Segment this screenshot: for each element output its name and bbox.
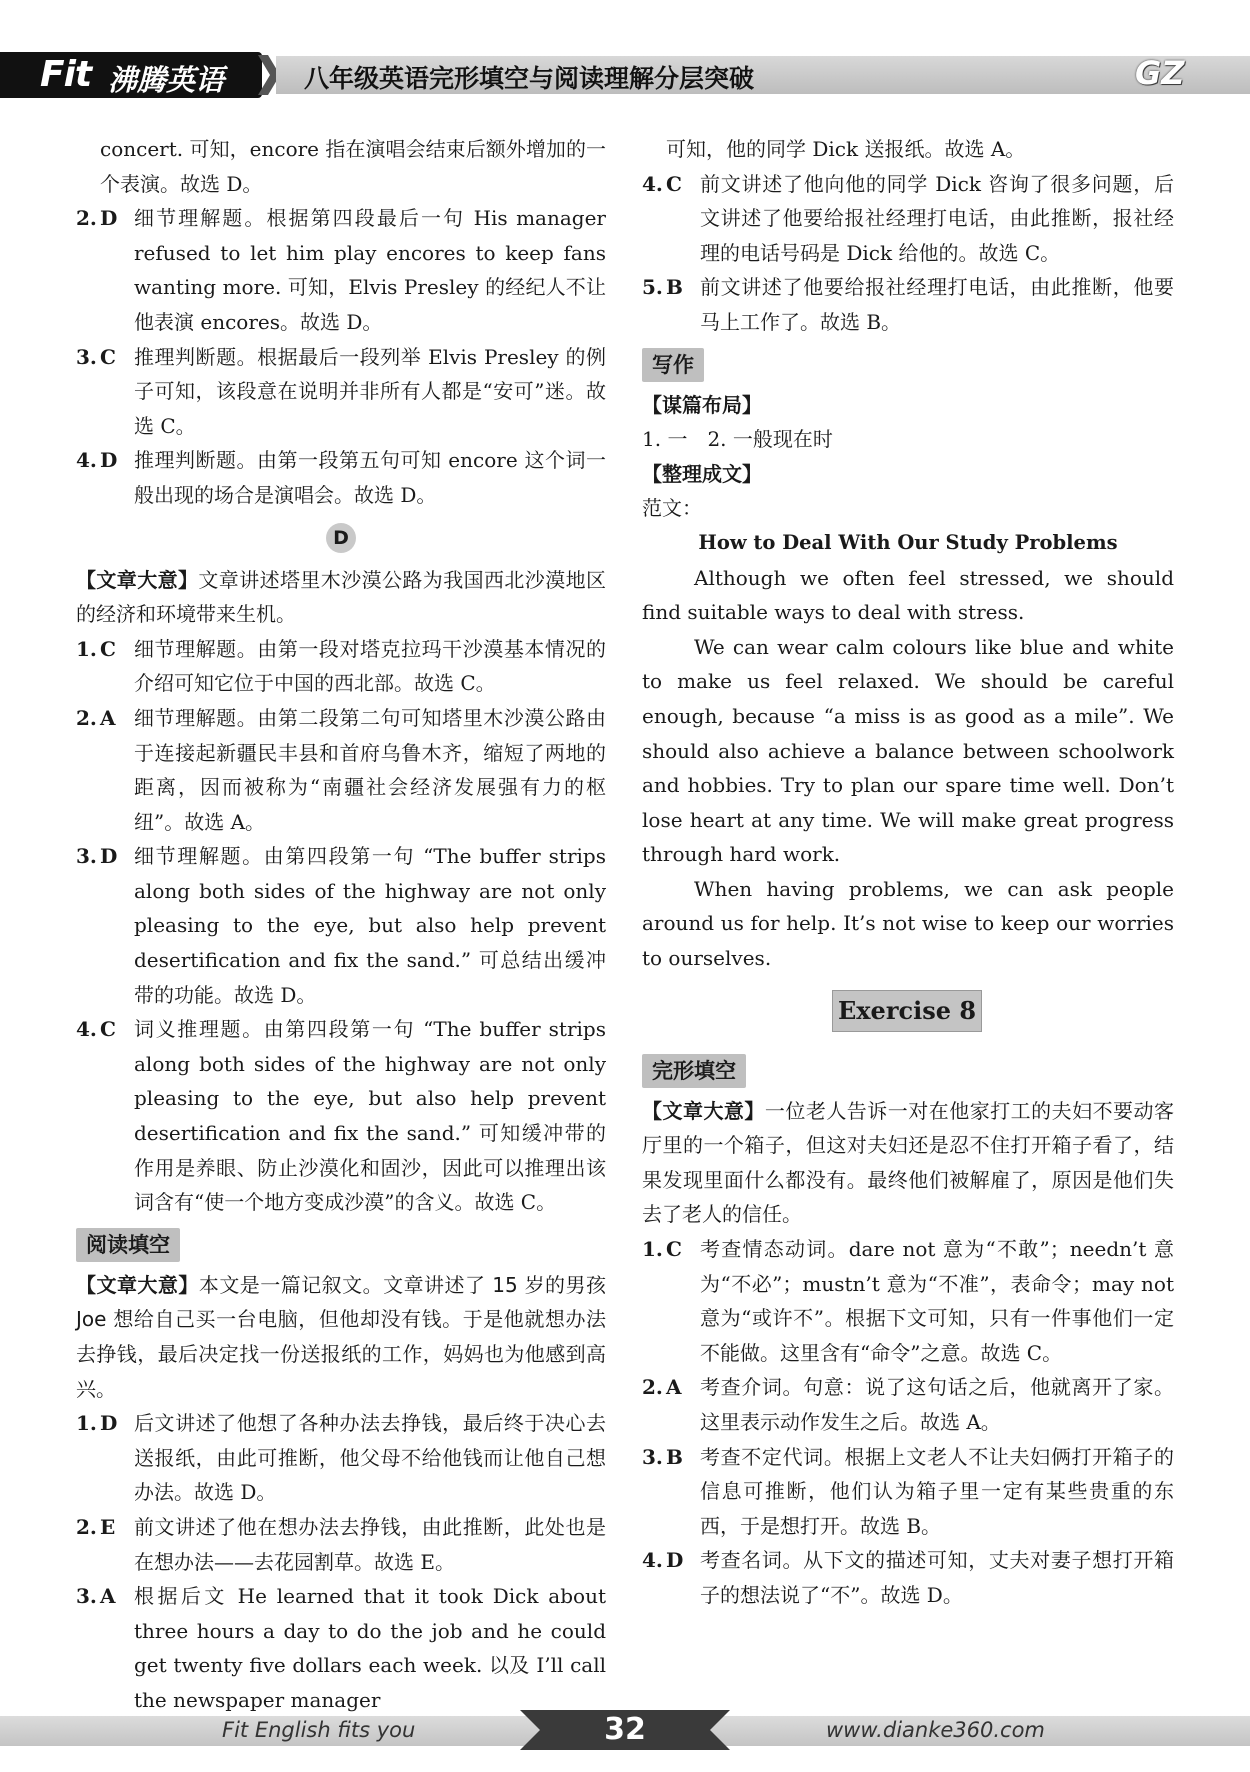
answer-item (642, 1232, 1174, 1370)
essay-title: How to Deal With Our Study Problems (698, 530, 1118, 554)
passage-summary (76, 1268, 606, 1406)
item-number: 3. (76, 344, 97, 369)
answer-item (76, 632, 606, 701)
answer-item (642, 270, 1174, 339)
summary-text: 本文是一篇记叙文。文章讲述了 15 岁的男孩 Joe 想给自己买一台电脑，但他却没有钱。于是他就想办法去挣钱，最后决定找一份送报纸的工作，妈妈也为他感到高兴。 (76, 1272, 606, 1401)
page-number: 32 (604, 1712, 646, 1747)
item-number: 3. (76, 844, 97, 869)
item-explanation: 前文讲述了他要给报社经理打电话，由此推断，他要马上工作了。故选 B。 (700, 275, 1174, 334)
item-explanation: 推理判断题。根据最后一段列举 Elvis Presley 的例子可知，该段意在说明并非所有人都是“安可”迷。故选 C。 (134, 344, 606, 438)
item-explanation: 考查情态动词。dare not 意为“不敢”；needn’t 意为“不必”；mustn’t 意为“不准”，表命令；may not 意为“或许不”。根据下文可知，只有一件事他们一定不能做。这里含有“命令”之意。故选 C。 (700, 1237, 1174, 1365)
answer-continuation: concert. 可知，encore 指在演唱会结束后额外增加的一个表演。故选 D。 (100, 137, 606, 196)
item-explanation: 细节理解题。由第四段第一句 “The buffer strips along both sides of the highway are not only pleasing to the eye, but also help prevent desertification and fix the sand.” 可总结出缓冲带的功能。故选 D。 (134, 844, 606, 1007)
item-explanation: 前文讲述了他向他的同学 Dick 咨询了很多问题，后文讲述了他要给报社经理打电话，由此推断，报社经理的电话号码是 Dick 给他的。故选 C。 (700, 171, 1174, 265)
item-number: 3. (76, 1584, 97, 1609)
item-answer: C (666, 1237, 682, 1262)
item-number: 5. (642, 275, 663, 300)
logo-fit: Fit (40, 54, 92, 95)
summary-label: 【文章大意】 (76, 1272, 199, 1297)
answer-item (76, 701, 606, 839)
summary-label: 【文章大意】 (642, 1098, 765, 1123)
answer-item (76, 1579, 606, 1717)
item-answer: B (666, 1444, 683, 1469)
item-number: 2. (76, 1514, 97, 1539)
summary-text: 一位老人告诉一对在他家打工的夫妇不要动客厅里的一个箱子，但这对夫妇还是忍不住打开箱子看了，结果发现里面什么都没有。最终他们被解雇了，原因是他们失去了老人的信任。 (642, 1098, 1175, 1227)
section-tag-reading-fill: 阅读填空 (76, 1228, 180, 1262)
plan-heading: 【谋篇布局】 (642, 392, 762, 417)
item-explanation: 词义推理题。由第四段第一句 “The buffer strips along both sides of the highway are not only pleasing to the eye, but also help prevent desertification and fix the sand.” 可知缓冲带的作用是养眼、防止沙漠化和固沙，因此可以推理出该词含有“使一个地方变成沙漠”的含义。故选 C。 (134, 1017, 606, 1215)
passage-d-marker: D (326, 523, 356, 553)
item-explanation: 细节理解题。由第二段第二句可知塔里木沙漠公路由于连接起新疆民丰县和首府乌鲁木齐，缩短了两地的距离，因而被称为“南疆社会经济发展强有力的枢纽”。故选 A。 (134, 705, 606, 834)
item-answer: A (100, 705, 116, 730)
item-answer: E (100, 1514, 116, 1539)
item-answer: C (100, 636, 116, 661)
page-footer (0, 1710, 1250, 1750)
item-answer: D (100, 448, 118, 473)
page-header (0, 52, 1250, 98)
item-number: 1. (76, 1411, 97, 1436)
edition-badge: GZ (1135, 54, 1185, 92)
compose-heading: 【整理成文】 (642, 461, 762, 486)
essay-paragraph: Although we often feel stressed, we should find suitable ways to deal with stress. (642, 565, 1174, 625)
item-number: 2. (76, 206, 97, 231)
answer-item (642, 167, 1174, 271)
answer-item (76, 839, 606, 1012)
plan-answer: 1. 一 2. 一般现在时 (642, 427, 833, 452)
passage-summary (642, 1094, 1174, 1232)
item-answer: B (666, 275, 683, 300)
answer-continuation: 可知，他的同学 Dick 送报纸。故选 A。 (666, 137, 1026, 161)
summary-text: 文章讲述塔里木沙漠公路为我国西北沙漠地区的经济和环境带来生机。 (76, 567, 607, 627)
item-number: 4. (642, 171, 663, 196)
answer-item (642, 1370, 1174, 1439)
answer-item (76, 1510, 606, 1579)
logo-brand-name: 沸腾英语 (108, 63, 225, 97)
item-explanation: 推理判断题。由第一段第五句可知 encore 这个词一般出现的场合是演唱会。故选 D。 (134, 448, 606, 507)
answer-item (76, 1406, 606, 1510)
item-answer: C (100, 344, 116, 369)
passage-summary (76, 563, 606, 632)
item-number: 4. (642, 1548, 663, 1573)
item-explanation: 前文讲述了他在想办法去挣钱，由此推断，此处也是在想办法——去花园割草。故选 E。 (134, 1514, 606, 1574)
item-answer: D (100, 844, 118, 869)
sample-label: 范文： (642, 496, 702, 521)
item-explanation: 考查介词。句意：说了这句话之后，他就离开了家。这里表示动作发生之后。故选 A。 (700, 1375, 1174, 1434)
item-number: 2. (76, 705, 97, 730)
item-number: 4. (76, 1017, 97, 1042)
item-explanation: 考查名词。从下文的描述可知，丈夫对妻子想打开箱子的想法说了“不”。故选 D。 (700, 1548, 1174, 1607)
item-answer: D (666, 1548, 684, 1573)
answer-item (76, 340, 606, 444)
book-title: 八年级英语完形填空与阅读理解分层突破 (304, 64, 755, 93)
footer-url: www.dianke360.com (826, 1718, 1045, 1742)
item-answer: A (100, 1584, 116, 1609)
item-number: 2. (642, 1375, 663, 1400)
item-answer: D (100, 1411, 118, 1436)
answer-item (642, 1440, 1174, 1544)
answer-item (76, 1012, 606, 1220)
item-answer: C (666, 171, 682, 196)
footer-slogan: Fit English fits you (222, 1718, 416, 1742)
item-explanation: 根据后文 He learned that it took Dick about three hours a day to do the job and he could get twenty five dollars each week. 以及 I’ll call the newspaper manager (134, 1584, 606, 1712)
item-number: 1. (642, 1237, 663, 1262)
answer-item (642, 1543, 1174, 1612)
section-tag-cloze: 完形填空 (642, 1054, 746, 1088)
header-logo-band (0, 52, 262, 98)
item-explanation: 细节理解题。根据第四段最后一句 His manager refused to let him play encores to keep fans wanting more. 可知，Elvis Presley 的经纪人不让他表演 encores。故选 D。 (134, 206, 606, 334)
item-number: 3. (642, 1444, 663, 1469)
summary-label: 【文章大意】 (76, 567, 199, 592)
section-tag-writing: 写作 (642, 348, 704, 382)
essay-paragraph: When having problems, we can ask people around us for help. It’s not wise to keep our worries to ourselves. (642, 876, 1174, 971)
item-number: 1. (76, 636, 97, 661)
item-explanation: 后文讲述了他想了各种办法去挣钱，最后终于决心去送报纸，由此可推断，他父母不给他钱而让他自己想办法。故选 D。 (134, 1411, 606, 1505)
answer-item (76, 201, 606, 339)
item-answer: A (666, 1375, 682, 1400)
left-column (76, 132, 606, 1718)
item-answer: D (100, 206, 118, 231)
item-answer: C (100, 1017, 116, 1042)
item-number: 4. (76, 448, 97, 473)
essay-paragraph: We can wear calm colours like blue and white to make us feel relaxed. We should be careful enough, because “a miss is as good as a mile”. We should also achieve a balance between schoolwork and hobbies. Try to plan our spare time well. Don’t lose heart at any time. We will make great progress through hard work. (642, 634, 1174, 867)
item-explanation: 细节理解题。由第一段对塔克拉玛干沙漠基本情况的介绍可知它位于中国的西北部。故选 C。 (134, 636, 606, 696)
exercise-heading: Exercise 8 (832, 990, 982, 1032)
right-column (642, 132, 1174, 1613)
item-explanation: 考查不定代词。根据上文老人不让夫妇俩打开箱子的信息可推断，他们认为箱子里一定有某些贵重的东西，于是想打开。故选 B。 (700, 1444, 1174, 1538)
answer-item (76, 443, 606, 512)
